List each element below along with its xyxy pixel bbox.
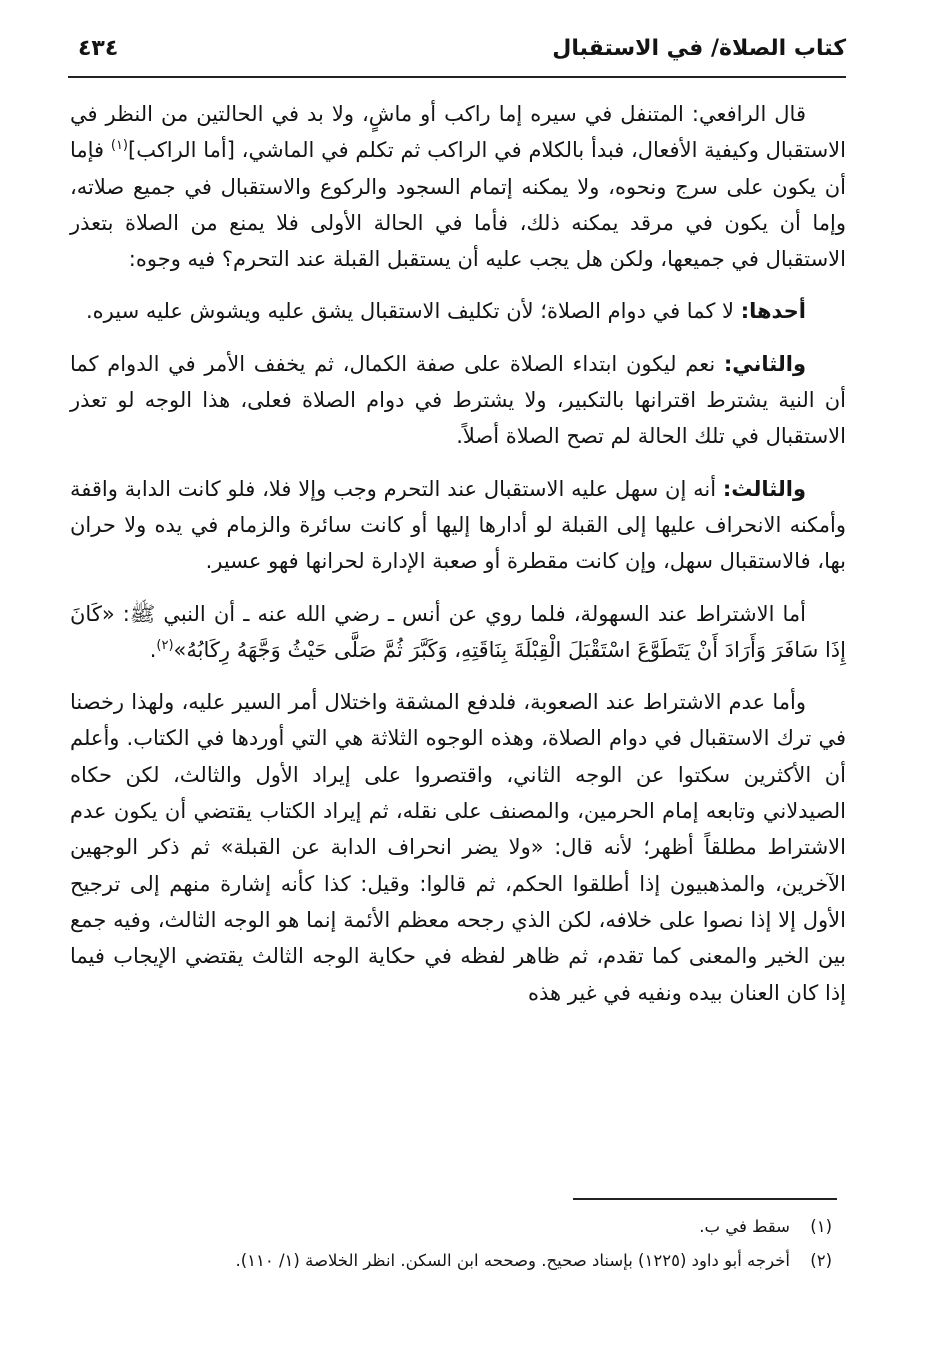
paragraph-third-view: [70, 471, 846, 580]
footnote-text: سقط في ب.: [699, 1217, 790, 1236]
running-title: كتاب الصلاة/ في الاستقبال: [552, 36, 846, 61]
footnote-item: [70, 1244, 832, 1278]
footnote-ref-1: (١): [110, 138, 128, 154]
paragraph-lead: والثاني:: [723, 351, 806, 376]
paragraph-text: لا كما في دوام الصلاة؛ لأن تكليف الاستقبال يشق عليه ويشوش عليه سيره.: [85, 299, 741, 324]
paragraph-second-view: [70, 346, 846, 455]
main-text: [70, 96, 846, 1011]
paragraph-rafii: [70, 96, 846, 277]
footnote-rule: [573, 1198, 837, 1200]
footnote-number: (١): [810, 1217, 832, 1236]
header-rule: [68, 76, 846, 78]
footnotes: [70, 1210, 832, 1278]
footnote-item: [70, 1210, 832, 1244]
page-header: [68, 30, 846, 70]
paragraph-lead: أحدها:: [740, 299, 806, 324]
paragraph-text: وأما عدم الاشتراط عند الصعوبة، فلدفع المشقة واختلال أمر السير عليه، ولهذا رخصنا في ترك الاستقبال في دوام الصلاة، وهذه الوجوه الثلاثة هي التي أوردها في الكتاب. وأعلم أن الأكثرين سكتوا عن الوجه الثاني، واقتصروا على إيراد الأول والثالث، لكن حكاه الصيدلاني وتابعه إمام الحرمين، والمصنف على نقله، ثم إيراد الكتاب يقتضي أن يكون عدم الاشتراط مطلقاً أظهر؛ لأنه قال: «ولا يضر انحراف الدابة عن القبلة» ثم ذكر الوجهين الآخرين، والمذهبيون إذا أطلقوا الحكم، ثم قالوا: وقيل: كذا كأنه إشارة منهم إلى ترجيح الأول إلا إذا نصوا على خلافه، لكن الذي رجحه معظم الأئمة إنما هو الوجه الثالث، وفيه جمع بين الخير والمعنى كما تقدم، ثم ظاهر لفظه في حكاية الوجه الثالث يقتضي الإيجاب فيما إذا كان العنان بيده ونفيه في غير هذه: [70, 690, 846, 1005]
hadith-quote: «كَانَ إِذَا سَافَرَ وَأَرَادَ أَنْ يَتَطَوَّعَ اسْتَقْبَلَ الْقِبْلَةَ بِنَاقَتِهِ، وَكَبَّرَ ثُمَّ صَلَّى حَيْثُ وَجَّهَهُ رِكَابُهُ»: [70, 601, 846, 662]
paragraph-hadith: [70, 596, 846, 669]
paragraph-first-view: [70, 293, 846, 329]
paragraph-text: .: [149, 637, 157, 662]
paragraph-lead: والثالث:: [722, 476, 806, 501]
page-number: ٤٣٤: [78, 36, 119, 61]
paragraph-text: أنه إن سهل عليه الاستقبال عند التحرم وجب وإلا فلا، فلو كانت الدابة واقفة وأمكنه الانحراف عليها إلى القبلة لو أدارها إليها أو كانت سائرة والزمام في يده ولا حران بها، فالاستقبال سهل، وإن كانت مقطرة أو صعبة الإدارة لحرانها فهو عسير.: [70, 476, 846, 574]
paragraph-text: فإما أن يكون على سرج ونحوه، ولا يمكنه إتمام السجود والركوع والاستقبال في جميع صلاته، وإما أن يكون في مرقد يمكنه ذلك، فأما في الحالة الأولى فلا يمنع من الصلاة بتعذر الاستقبال في جميعها، ولكن هل يجب عليه أن يستقبل القبلة عند التحرم؟ فيه وجوه:: [70, 138, 846, 272]
paragraph-text: قال الرافعي: المتنفل في سيره إما راكب أو ماشٍ، ولا بد في الحالتين من النظر في الاستقبال وكيفية الأفعال، فبدأ بالكلام في الراكب ثم تكلم في الماشي، [أما الراكب]: [70, 102, 846, 163]
footnote-ref-2: (٢): [156, 637, 174, 653]
footnote-text: أخرجه أبو داود (١٢٢٥) بإسناد صحيح. وصححه ابن السكن. انظر الخلاصة (١/ ١١٠).: [235, 1251, 790, 1270]
paragraph-text: نعم ليكون ابتداء الصلاة على صفة الكمال، ثم يخفف الأمر في الدوام كما أن النية يشترط اقترانها بالتكبير، ولا يشترط في دوام الصلاة فعلى، هذا الوجه لو تعذر الاستقبال في تلك الحالة لم تصح الصلاة أصلاً.: [70, 351, 846, 449]
paragraph-discussion: [70, 684, 846, 1011]
paragraph-text: أما الاشتراط عند السهولة، فلما روي عن أنس ـ رضي الله عنه ـ أن النبي ﷺ:: [122, 601, 806, 626]
footnote-number: (٢): [810, 1251, 832, 1270]
